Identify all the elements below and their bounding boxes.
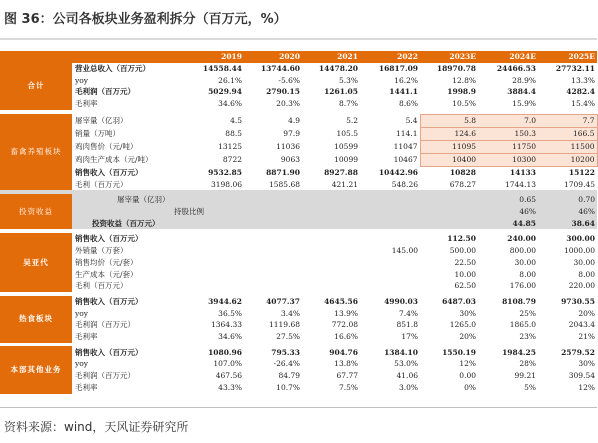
value-cell: 12% [578, 383, 595, 393]
value-cell: 4282.4 [566, 87, 595, 97]
row-label: 屠宰量（亿羽） [75, 115, 128, 125]
value-cell [180, 233, 244, 245]
value-cell: 38.64 [538, 218, 597, 230]
table-row [0, 331, 597, 343]
value-cell: 14478.20 [318, 63, 358, 73]
value-cell: 800.00 [509, 245, 536, 255]
row-label: 屠宰量（亿羽） [72, 194, 180, 206]
value-cell: 14133 [509, 167, 536, 177]
value-cell [180, 268, 244, 280]
value-cell: -5.6% [278, 75, 300, 85]
value-cell: 150.3 [478, 127, 538, 140]
row-label: 毛利率 [75, 383, 98, 393]
value-cell: 3.4% [280, 308, 300, 318]
table-row [0, 346, 597, 358]
value-cell: 300.00 [566, 234, 595, 244]
value-cell: 25% [519, 308, 536, 318]
table-bottom-rule [0, 407, 597, 408]
value-cell: 22.50 [454, 257, 476, 267]
table-row [0, 153, 597, 166]
value-cell: 8.00 [519, 269, 536, 279]
value-cell: 28.9% [512, 75, 536, 85]
value-cell: 309.54 [568, 371, 595, 381]
value-cell [302, 245, 360, 257]
year-header: 2024E [478, 51, 538, 63]
value-cell: 17% [401, 332, 418, 342]
section-label-invest: 投资收益 [0, 194, 72, 229]
value-cell: 15.9% [512, 99, 536, 109]
value-cell: 15.4% [571, 99, 595, 109]
value-cell [302, 280, 360, 292]
table-row [0, 179, 597, 191]
value-cell: 3198.06 [210, 179, 242, 189]
value-cell: 9730.55 [561, 296, 595, 306]
value-cell: 36.5% [218, 308, 242, 318]
value-cell: 1265.0 [449, 320, 476, 330]
value-cell [360, 218, 420, 230]
value-cell: 97.9 [283, 128, 300, 138]
value-cell: 5.2 [346, 115, 358, 125]
figure-title: 图 36：公司各板块业务盈利拆分（百万元，%） [4, 12, 287, 27]
table-row [0, 194, 597, 206]
year-header: 2021 [302, 51, 360, 63]
header-label-blank [72, 51, 180, 63]
value-cell: 46% [478, 206, 538, 218]
section-label-hq: 本部其他业务 [0, 346, 72, 394]
value-cell: 4990.03 [384, 296, 418, 306]
value-cell: 1080.96 [208, 347, 242, 357]
value-cell: 27.5% [276, 332, 300, 342]
year-header-row [0, 51, 597, 63]
value-cell: 7.5% [338, 383, 358, 393]
value-cell: 3.0% [398, 383, 418, 393]
value-cell: 4.9 [288, 115, 300, 125]
table-row [0, 140, 597, 153]
value-cell: 43.3% [218, 383, 242, 393]
value-cell: 5.4 [405, 115, 418, 125]
value-cell: 24466.53 [496, 63, 536, 73]
value-cell: 28% [519, 359, 536, 369]
value-cell [244, 194, 302, 206]
value-cell: 5.3% [338, 75, 358, 85]
table-row [0, 296, 597, 308]
section-label-total: 合计 [0, 63, 72, 110]
value-cell: 8927.88 [324, 167, 358, 177]
value-cell: 12% [459, 359, 476, 369]
value-cell: 1998.9 [447, 87, 476, 97]
value-cell [302, 257, 360, 269]
row-label: yoy [75, 308, 88, 318]
value-cell: 20% [459, 332, 476, 342]
value-cell: 1865.0 [509, 320, 536, 330]
value-cell [360, 194, 420, 206]
value-cell: 5% [524, 383, 536, 393]
value-cell: 13.3% [571, 75, 595, 85]
value-cell: 10828 [449, 167, 476, 177]
value-cell: 10300 [478, 153, 538, 166]
year-header: 2020 [244, 51, 302, 63]
value-cell: 145.00 [391, 245, 418, 255]
row-label: yoy [75, 359, 88, 369]
section-label-pig: 畜禽养殖板块 [0, 114, 72, 190]
value-cell [360, 268, 420, 280]
value-cell: 26.1% [218, 75, 242, 85]
value-cell: 34.6% [218, 99, 242, 109]
value-cell: 548.26 [391, 179, 418, 189]
value-cell: 13125 [218, 141, 242, 151]
value-cell [302, 194, 360, 206]
value-cell: 9063 [280, 154, 300, 164]
value-cell: 114.1 [396, 128, 418, 138]
value-cell: 500.00 [449, 245, 476, 255]
value-cell: 240.00 [507, 234, 536, 244]
value-cell [180, 280, 244, 292]
row-label: 毛利润（百万元） [75, 320, 135, 330]
table-row [0, 114, 597, 127]
value-cell [420, 194, 478, 206]
value-cell: 772.08 [331, 320, 358, 330]
row-label: 销售均价（元/套） [75, 257, 138, 267]
value-cell: 124.6 [420, 127, 478, 140]
value-cell: 1550.19 [442, 347, 476, 357]
value-cell: 1119.68 [268, 320, 300, 330]
value-cell [244, 206, 302, 218]
value-cell: 11500 [538, 140, 597, 153]
value-cell: -26.4% [273, 359, 300, 369]
value-cell: 11095 [420, 140, 478, 153]
row-label: 鸡肉生产成本（元/吨） [75, 154, 153, 164]
value-cell [360, 206, 420, 218]
value-cell: 795.33 [271, 347, 300, 357]
table-row [0, 268, 597, 280]
value-cell: 11047 [393, 141, 418, 151]
year-header: 2023E [420, 51, 478, 63]
row-label: 毛利（百万元） [75, 179, 128, 189]
table-row [0, 74, 597, 86]
value-cell: 62.50 [454, 281, 476, 291]
value-cell: 30% [459, 308, 476, 318]
value-cell [420, 206, 478, 218]
value-cell: 1000.00 [563, 245, 595, 255]
value-cell: 18970.78 [436, 63, 476, 73]
table-row [0, 307, 597, 319]
year-header: 2025E [538, 51, 597, 63]
value-cell: 2579.52 [561, 347, 595, 357]
value-cell: 8871.90 [266, 167, 300, 177]
segment-profit-table [0, 51, 598, 394]
value-cell [244, 218, 302, 230]
value-cell: 1364.33 [210, 320, 242, 330]
value-cell [420, 218, 478, 230]
value-cell: 10.7% [276, 383, 300, 393]
table-row [0, 98, 597, 110]
year-header: 2019 [180, 51, 244, 63]
value-cell [180, 218, 244, 230]
value-cell: 3884.4 [507, 87, 536, 97]
value-cell: 1384.10 [384, 347, 418, 357]
row-label: 销售收入（百万元） [75, 296, 143, 306]
value-cell [360, 280, 420, 292]
value-cell: 3944.62 [208, 296, 242, 306]
value-cell: 8.00 [578, 269, 595, 279]
row-label: 营业总收入（百万元） [75, 63, 150, 73]
value-cell: 1585.68 [268, 179, 300, 189]
value-cell [360, 233, 420, 245]
value-cell: 8.7% [338, 99, 358, 109]
value-cell: 10.5% [452, 99, 476, 109]
table-row [0, 358, 597, 370]
value-cell: 53.0% [394, 359, 418, 369]
value-cell [244, 280, 302, 292]
row-label: 毛利（百万元） [75, 281, 128, 291]
row-label: 销售收入（百万元） [75, 347, 143, 357]
row-label: 销售收入（百万元） [75, 167, 143, 177]
value-cell: 20% [578, 308, 595, 318]
value-cell: 5.8 [420, 114, 478, 127]
value-cell [244, 245, 302, 257]
value-cell: 2790.15 [266, 87, 300, 97]
value-cell [180, 257, 244, 269]
value-cell: 4077.37 [266, 296, 300, 306]
table-row [0, 206, 597, 218]
table-row [0, 370, 597, 382]
source-note: 资料来源：wind，天风证券研究所 [4, 420, 189, 434]
row-label: 投资收益（百万元） [72, 218, 180, 230]
value-cell [244, 268, 302, 280]
value-cell: 21% [578, 332, 595, 342]
value-cell: 88.5 [225, 128, 242, 138]
value-cell: 1984.25 [502, 347, 536, 357]
table-row [0, 280, 597, 292]
table-row [0, 257, 597, 269]
value-cell: 851.8 [396, 320, 418, 330]
value-cell: 105.5 [336, 128, 358, 138]
value-cell: 27732.11 [555, 63, 595, 73]
table-row [0, 63, 597, 75]
value-cell: 44.85 [478, 218, 538, 230]
row-label: 鸡肉售价（元/吨） [75, 141, 138, 151]
value-cell: 421.21 [331, 179, 358, 189]
value-cell: 12.8% [452, 75, 476, 85]
value-cell: 11750 [478, 140, 538, 153]
header-corner [0, 51, 72, 63]
value-cell: 9532.85 [208, 167, 242, 177]
value-cell: 0.70 [538, 194, 597, 206]
row-label: 毛利润（百万元） [75, 371, 135, 381]
row-label: 生产成本（元/套） [75, 269, 138, 279]
value-cell: 8722 [222, 154, 242, 164]
value-cell: 0.65 [478, 194, 538, 206]
row-label: 销量（万吨） [75, 128, 120, 138]
value-cell: 14558.44 [202, 63, 242, 73]
value-cell: 10442.96 [378, 167, 418, 177]
value-cell: 6487.03 [442, 296, 476, 306]
value-cell [302, 218, 360, 230]
value-cell [244, 233, 302, 245]
table-row [0, 127, 597, 140]
value-cell: 7.4% [398, 308, 418, 318]
value-cell: 7.7 [538, 114, 597, 127]
value-cell: 4.5 [230, 115, 242, 125]
value-cell: 2043.4 [568, 320, 595, 330]
value-cell [302, 206, 360, 218]
value-cell: 0.00 [459, 371, 476, 381]
value-cell: 13.9% [334, 308, 358, 318]
value-cell: 99.21 [514, 371, 536, 381]
value-cell: 30% [578, 359, 595, 369]
value-cell: 16817.09 [378, 63, 418, 73]
value-cell: 13.8% [334, 359, 358, 369]
value-cell: 23% [519, 332, 536, 342]
value-cell [302, 233, 360, 245]
table-row [0, 245, 597, 257]
value-cell: 16.6% [334, 332, 358, 342]
value-cell: 10.00 [454, 269, 476, 279]
row-label: 毛利润（百万元） [75, 87, 135, 97]
value-cell: 8108.79 [502, 296, 536, 306]
value-cell: 20.3% [276, 99, 300, 109]
row-label: 毛利率 [75, 332, 98, 342]
value-cell: 13744.60 [260, 63, 300, 73]
value-cell: 30.00 [573, 257, 595, 267]
value-cell: 16.2% [394, 75, 418, 85]
value-cell: 904.76 [329, 347, 358, 357]
value-cell [244, 257, 302, 269]
year-header: 2022 [360, 51, 420, 63]
value-cell: 10099 [334, 154, 358, 164]
section-label-feed: 热食板块 [0, 296, 72, 343]
row-label: 持股比例 [72, 206, 180, 218]
value-cell: 10400 [420, 153, 478, 166]
table-row [0, 166, 597, 178]
value-cell: 10599 [334, 141, 358, 151]
value-cell: 5029.94 [208, 87, 242, 97]
value-cell: 15122 [568, 167, 595, 177]
value-cell: 1441.1 [389, 87, 418, 97]
value-cell: 107.0% [213, 359, 242, 369]
table-row [0, 233, 597, 245]
value-cell: 220.00 [568, 281, 595, 291]
row-label: yoy [75, 75, 88, 85]
value-cell: 176.00 [509, 281, 536, 291]
value-cell: 8.6% [398, 99, 418, 109]
row-label: 外销量（万套） [75, 245, 128, 255]
row-label: 销售收入（百万元） [75, 234, 143, 244]
value-cell [302, 268, 360, 280]
table-row [0, 218, 597, 230]
value-cell: 11036 [276, 141, 300, 151]
table-row [0, 319, 597, 331]
value-cell: 1744.13 [504, 179, 536, 189]
value-cell [180, 245, 244, 257]
value-cell: 34.6% [218, 332, 242, 342]
title-divider [0, 38, 597, 40]
value-cell: 67.77 [336, 371, 358, 381]
value-cell: 1709.45 [563, 179, 595, 189]
row-label: 毛利率 [75, 99, 98, 109]
value-cell: 10467 [393, 154, 418, 164]
value-cell [360, 257, 420, 269]
value-cell: 10200 [538, 153, 597, 166]
value-cell: 84.79 [278, 371, 300, 381]
value-cell: 41.06 [396, 371, 418, 381]
value-cell: 7.0 [478, 114, 538, 127]
value-cell: 1261.05 [324, 87, 358, 97]
value-cell [180, 194, 244, 206]
value-cell: 112.50 [447, 234, 476, 244]
value-cell: 30.00 [514, 257, 536, 267]
table-row [0, 382, 597, 394]
value-cell: 678.27 [449, 179, 476, 189]
table-row [0, 86, 597, 98]
value-cell: 0% [464, 383, 476, 393]
value-cell: 166.5 [538, 127, 597, 140]
value-cell: 467.56 [215, 371, 242, 381]
section-label-jy: 吴亚代 [0, 233, 72, 292]
value-cell: 46% [538, 206, 597, 218]
value-cell: 4645.56 [324, 296, 358, 306]
